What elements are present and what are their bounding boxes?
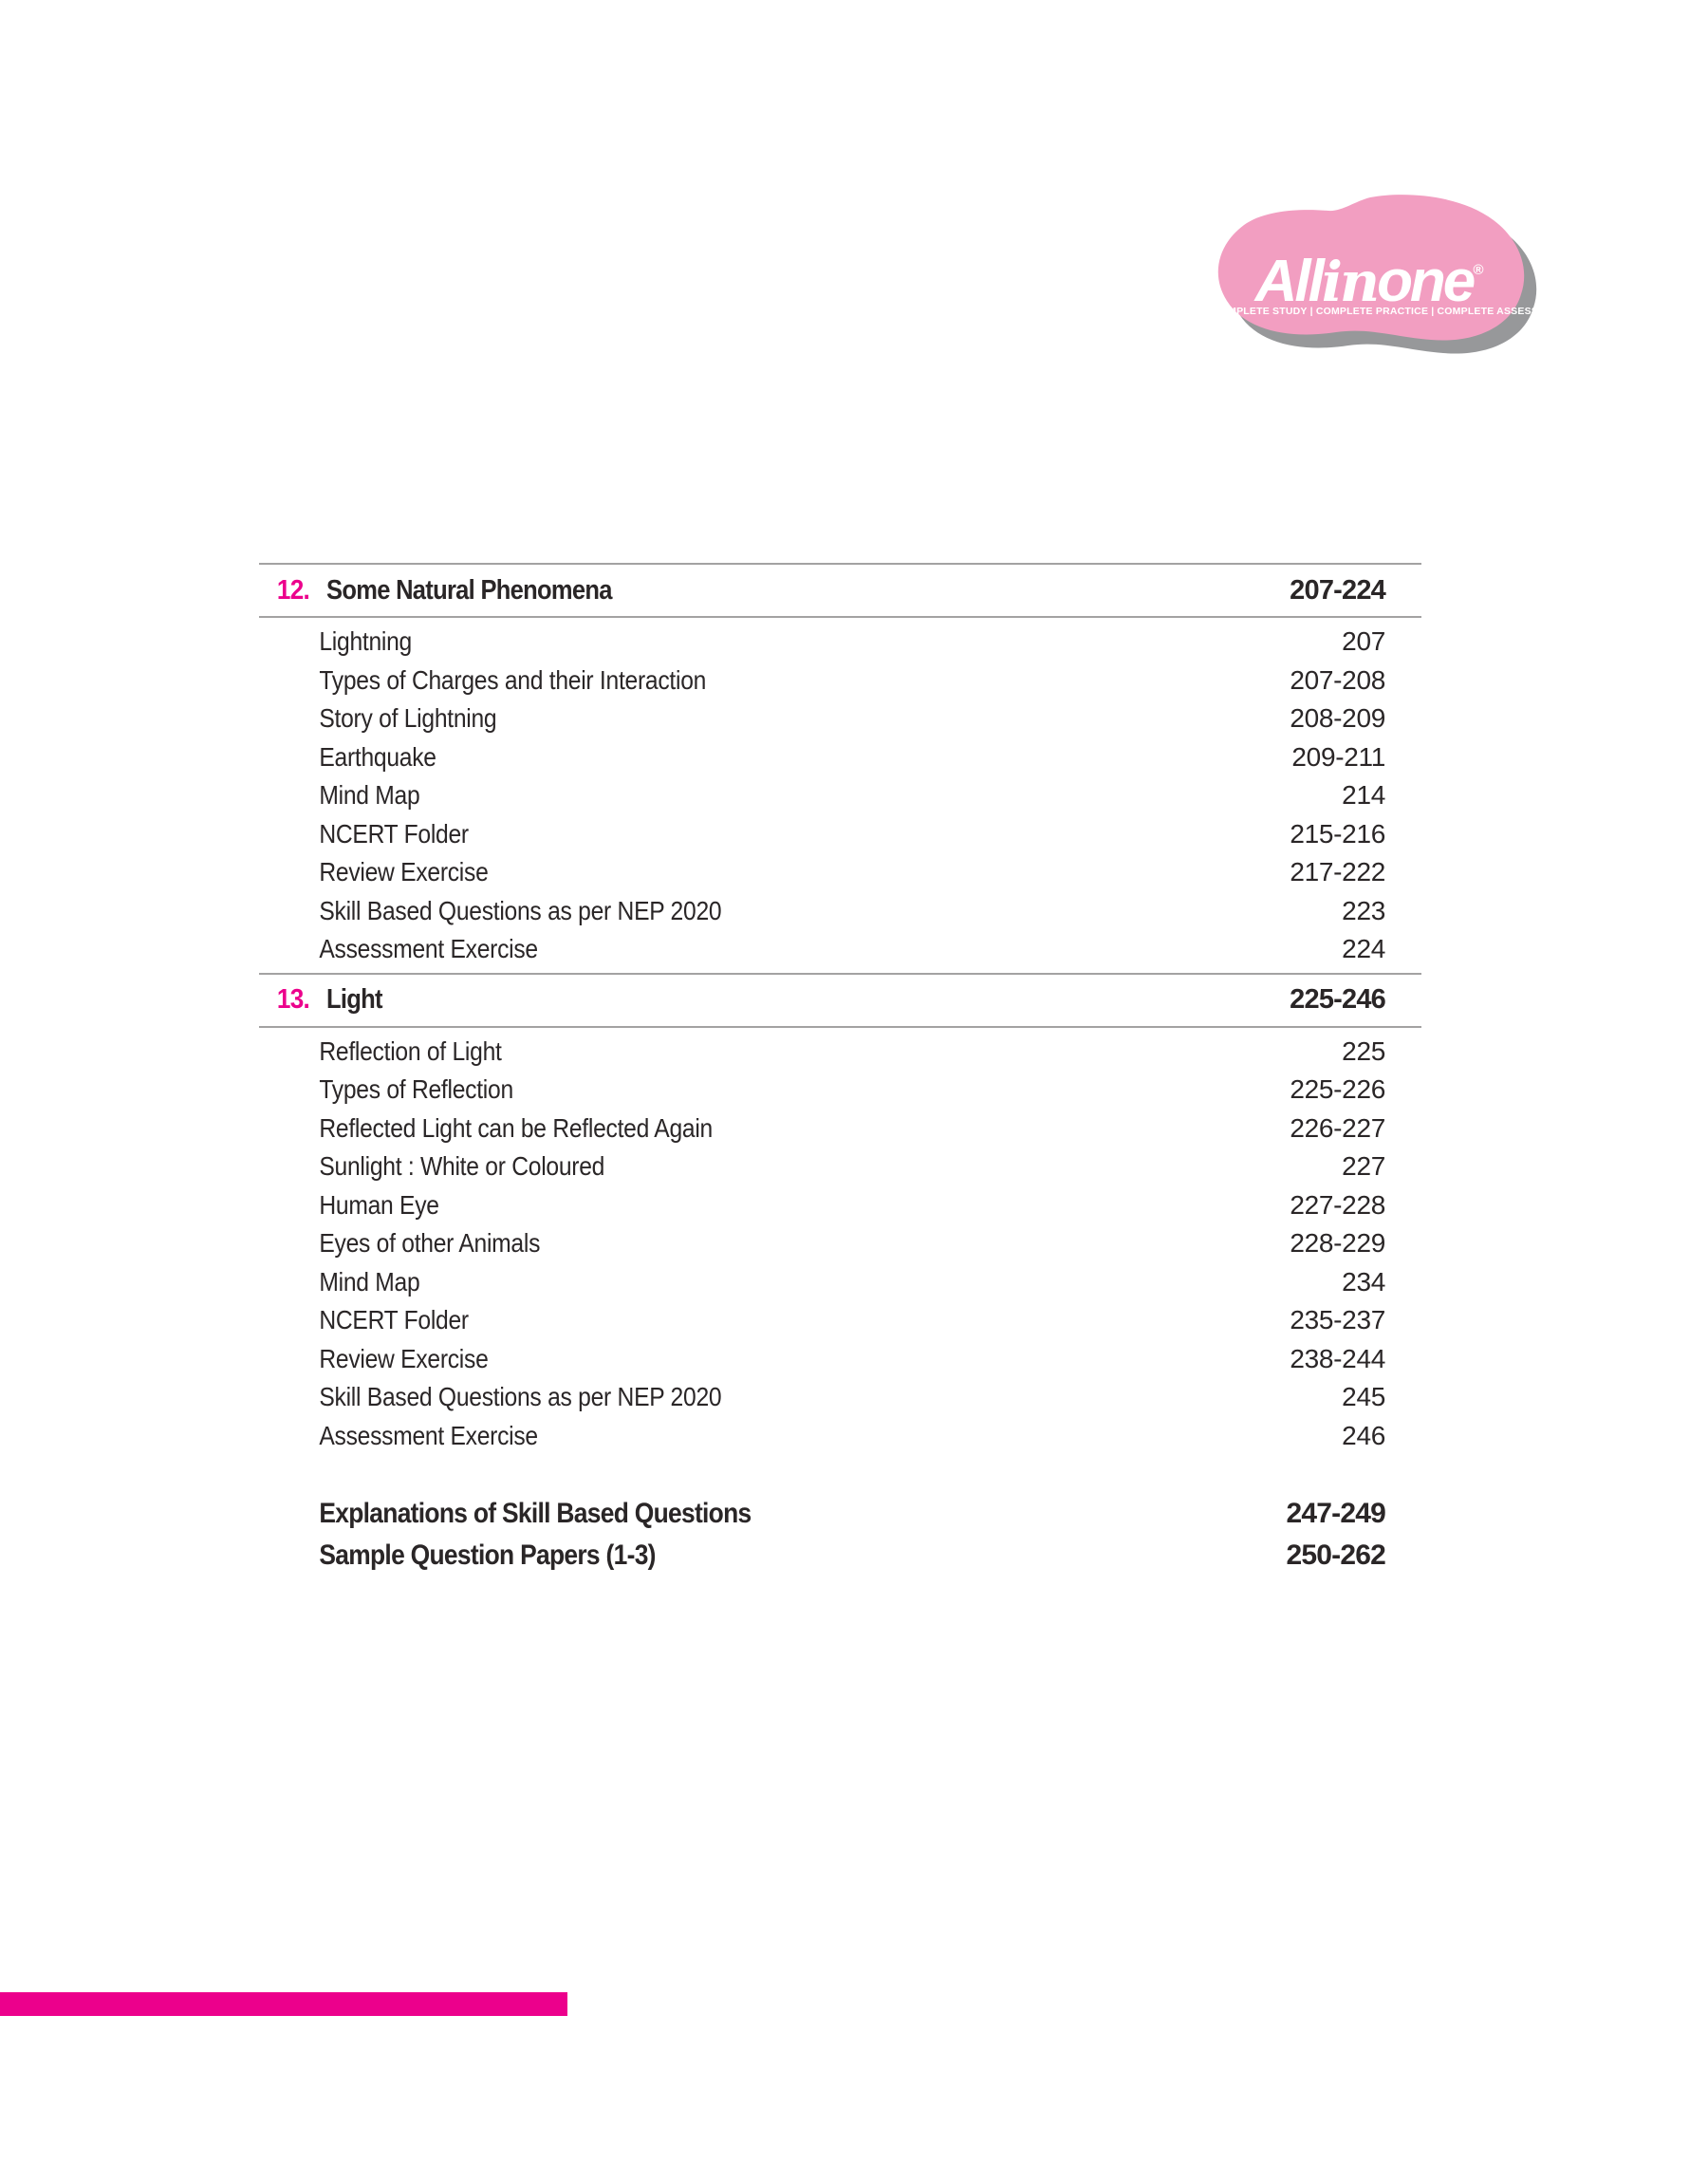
toc-item-row — [259, 738, 1421, 777]
toc-item-title: Assessment Exercise — [319, 1420, 538, 1450]
chapter-number: 13. — [276, 984, 310, 1015]
toc-item-row — [259, 1224, 1421, 1263]
registered-mark: ® — [1473, 262, 1484, 278]
chapter-pages: 207-224 — [1290, 574, 1385, 606]
toc-item-title: Review Exercise — [319, 857, 489, 887]
toc-item-pages: 225-226 — [1290, 1074, 1385, 1105]
toc-item-title: Lightning — [319, 626, 413, 657]
toc-item-pages: 225 — [1342, 1036, 1385, 1066]
toc-item-pages: 207 — [1342, 626, 1385, 657]
toc-item-title: Skill Based Questions as per NEP 2020 — [319, 895, 722, 925]
toc-extra-pages: 247-249 — [1286, 1498, 1385, 1529]
toc-item-pages: 214 — [1342, 780, 1385, 811]
toc-item-row — [259, 1417, 1421, 1456]
toc-chapter-header — [259, 973, 1421, 1028]
toc-item-title: Eyes of other Animals — [319, 1228, 541, 1259]
toc-extra-title: Explanations of Skill Based Questions — [319, 1498, 752, 1529]
toc-extra-row — [259, 1535, 1421, 1577]
toc-item-pages: 207-208 — [1290, 664, 1385, 695]
toc-item-title: Sunlight : White or Coloured — [319, 1151, 605, 1182]
toc-item-row — [259, 1340, 1421, 1379]
toc-item-row — [259, 930, 1421, 969]
toc-item-pages: 226-227 — [1290, 1112, 1385, 1143]
toc-extra-pages: 250-262 — [1286, 1539, 1385, 1571]
toc-item-row — [259, 776, 1421, 815]
table-of-contents — [259, 563, 1421, 1577]
toc-item-row — [259, 1071, 1421, 1110]
toc-item-title: NCERT Folder — [319, 1305, 469, 1335]
chapter-pages: 225-246 — [1290, 984, 1385, 1015]
toc-extra-title: Sample Question Papers (1-3) — [319, 1539, 656, 1571]
toc-item-row — [259, 1033, 1421, 1072]
toc-item-pages: 238-244 — [1290, 1343, 1385, 1373]
toc-item-title: Skill Based Questions as per NEP 2020 — [319, 1382, 722, 1412]
toc-item-title: NCERT Folder — [319, 818, 469, 849]
toc-item-pages: 209-211 — [1291, 741, 1385, 772]
toc-item-title: Human Eye — [319, 1189, 439, 1220]
toc-item-row — [259, 1378, 1421, 1417]
chapter-items — [259, 618, 1421, 973]
toc-item-row — [259, 1147, 1421, 1186]
toc-extras — [259, 1493, 1421, 1577]
toc-item-row — [259, 1110, 1421, 1148]
toc-chapter — [259, 563, 1421, 973]
chapter-number: 12. — [276, 574, 310, 606]
toc-item-pages: 208-209 — [1290, 703, 1385, 734]
toc-item-title: Types of Reflection — [319, 1074, 513, 1105]
toc-item-title: Earthquake — [319, 741, 436, 772]
toc-item-title: Reflected Light can be Reflected Again — [319, 1112, 713, 1143]
toc-chapter — [259, 973, 1421, 1460]
toc-item-title: Reflection of Light — [319, 1036, 502, 1066]
toc-item-row — [259, 815, 1421, 854]
logo-word-in: in — [1321, 250, 1378, 314]
toc-item-row — [259, 623, 1421, 662]
toc-item-row — [259, 662, 1421, 700]
toc-item-title: Story of Lightning — [319, 703, 497, 734]
chapter-title: Light — [326, 984, 382, 1015]
toc-item-row — [259, 892, 1421, 931]
allinone-logo — [1207, 186, 1568, 366]
footer-accent-bar — [0, 1992, 567, 2016]
toc-item-pages: 234 — [1342, 1266, 1385, 1297]
toc-item-title: Review Exercise — [319, 1343, 489, 1373]
toc-item-row — [259, 1301, 1421, 1340]
toc-item-pages: 245 — [1342, 1382, 1385, 1412]
toc-item-pages: 224 — [1342, 934, 1385, 964]
toc-item-pages: 235-237 — [1290, 1305, 1385, 1335]
toc-chapter-header — [259, 563, 1421, 618]
toc-item-pages: 215-216 — [1290, 818, 1385, 849]
chapter-title: Some Natural Phenomena — [326, 574, 612, 606]
toc-item-title: Mind Map — [319, 1266, 420, 1297]
toc-item-pages: 246 — [1342, 1420, 1385, 1450]
toc-item-row — [259, 853, 1421, 892]
toc-item-pages: 223 — [1342, 895, 1385, 925]
toc-item-title: Types of Charges and their Interaction — [319, 664, 707, 695]
toc-extra-row — [259, 1493, 1421, 1535]
toc-item-pages: 227 — [1342, 1151, 1385, 1182]
toc-item-title: Mind Map — [319, 780, 420, 811]
toc-item-pages: 217-222 — [1290, 857, 1385, 887]
toc-item-row — [259, 1186, 1421, 1225]
toc-item-title: Assessment Exercise — [319, 934, 538, 964]
logo-tagline: COMPLETE STUDY | COMPLETE PRACTICE | COMPLETE ASSESSMENT — [1213, 306, 1568, 317]
chapter-items — [259, 1028, 1421, 1460]
logo-word-one: one — [1377, 249, 1474, 314]
logo-word-all: All — [1254, 249, 1322, 314]
toc-item-row — [259, 1263, 1421, 1302]
toc-item-pages: 227-228 — [1290, 1189, 1385, 1220]
toc-item-row — [259, 700, 1421, 738]
toc-item-pages: 228-229 — [1290, 1228, 1385, 1259]
